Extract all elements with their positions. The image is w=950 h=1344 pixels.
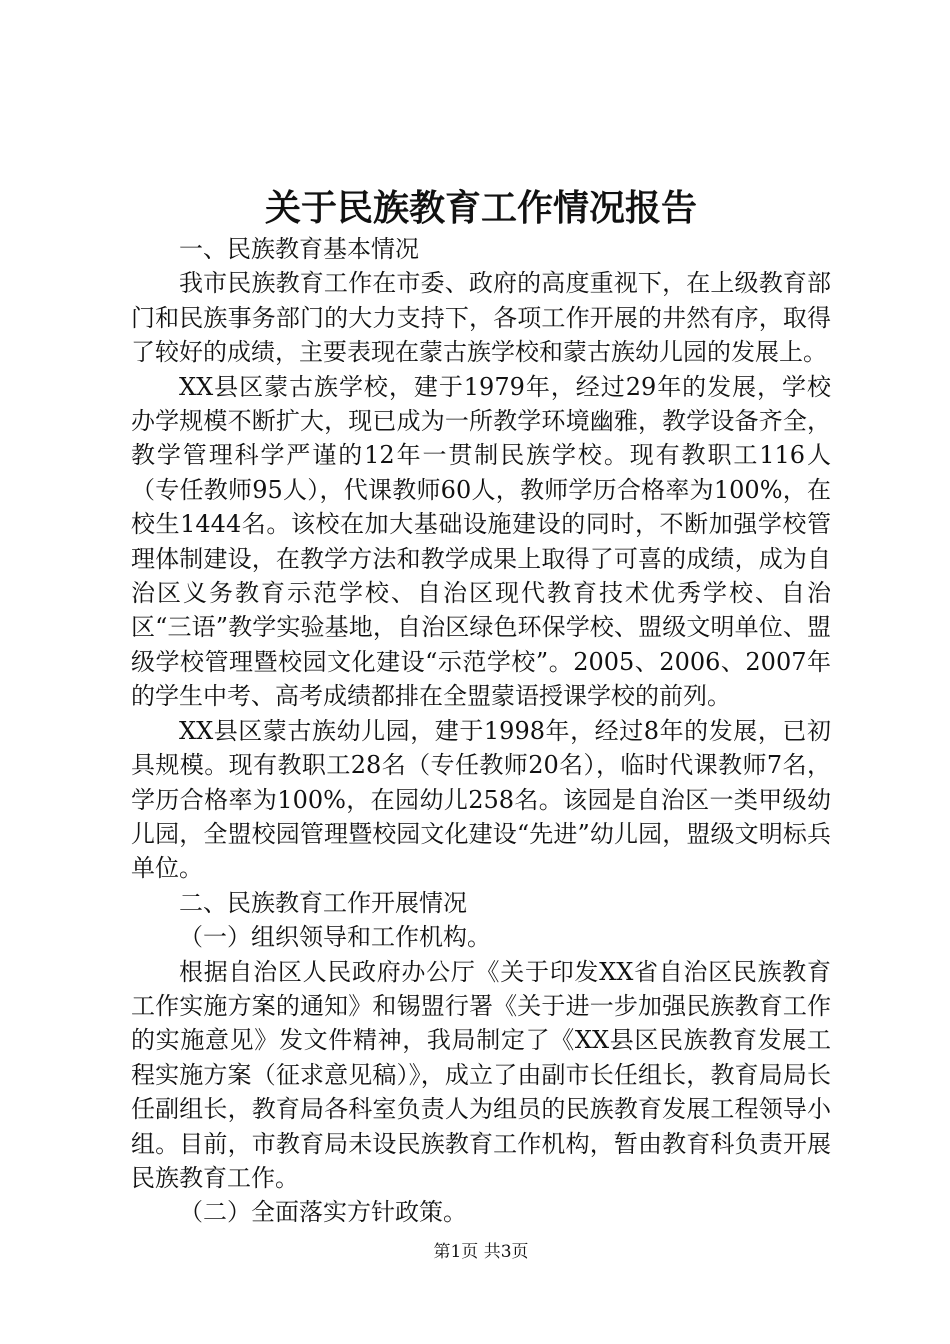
body-paragraph: 根据自治区人民政府办公厅《关于印发XX省自治区民族教育工作实施方案的通知》和锡盟行署《关于进一步加强民族教育工作的实施意见》发文件精神，我局制定了《XX县区民族教育发展工程实施方案（征求意见稿）》，成立了由副市长任组长，教育局局长任副组长，教育局各科室负责人为组员的民族教育发展工程领导小组。目前，市教育局未设民族教育工作机构，暂由教育科负责开展民族教育工作。 <box>131 957 831 1192</box>
page-number-footer: 第1页 共3页 <box>433 1242 529 1262</box>
section-heading-2: 二、民族教育工作开展情况 <box>179 888 467 917</box>
subsection-heading-2: （二）全面落实方针政策。 <box>179 1198 467 1227</box>
subsection-heading-1: （一）组织领导和工作机构。 <box>179 923 491 952</box>
body-paragraph: XX县区蒙古族幼儿园，建于1998年，经过8年的发展，已初具规模。现有教职工28名（专任教师20名），临时代课教师7名，学历合格率为100%，在园幼儿258名。该园是自治区一类甲级幼儿园，全盟校园管理暨校园文化建设“先进”幼儿园，盟级文明标兵单位。 <box>131 716 831 883</box>
document-title: 关于民族教育工作情况报告 <box>264 187 697 229</box>
body-paragraph: XX县区蒙古族学校，建于1979年，经过29年的发展，学校办学规模不断扩大，现已成为一所教学环境幽雅，教学设备齐全，教学管理科学严谨的12年一贯制民族学校。现有教职工116人（专任教师95人），代课教师60人，教师学历合格率为100%，在校生1444名。该校在加大基础设施建设的同时，不断加强学校管理体制建设，在教学方法和教学成果上取得了可喜的成绩，成为自治区义务教育示范学校、自治区现代教育技术优秀学校、自治区“三语”教学实验基地，自治区绿色环保学校、盟级文明单位、盟级学校管理暨校园文化建设“示范学校”。2005、2006、2007年的学生中考、高考成绩都排在全盟蒙语授课学校的前列。 <box>131 372 831 711</box>
document-page <box>131 0 831 1344</box>
document-body <box>131 232 831 1230</box>
section-heading-1: 一、民族教育基本情况 <box>179 235 419 263</box>
body-paragraph: 我市民族教育工作在市委、政府的高度重视下，在上级教育部门和民族事务部门的大力支持下，各项工作开展的井然有序，取得了较好的成绩，主要表现在蒙古族学校和蒙古族幼儿园的发展上。 <box>131 269 831 367</box>
